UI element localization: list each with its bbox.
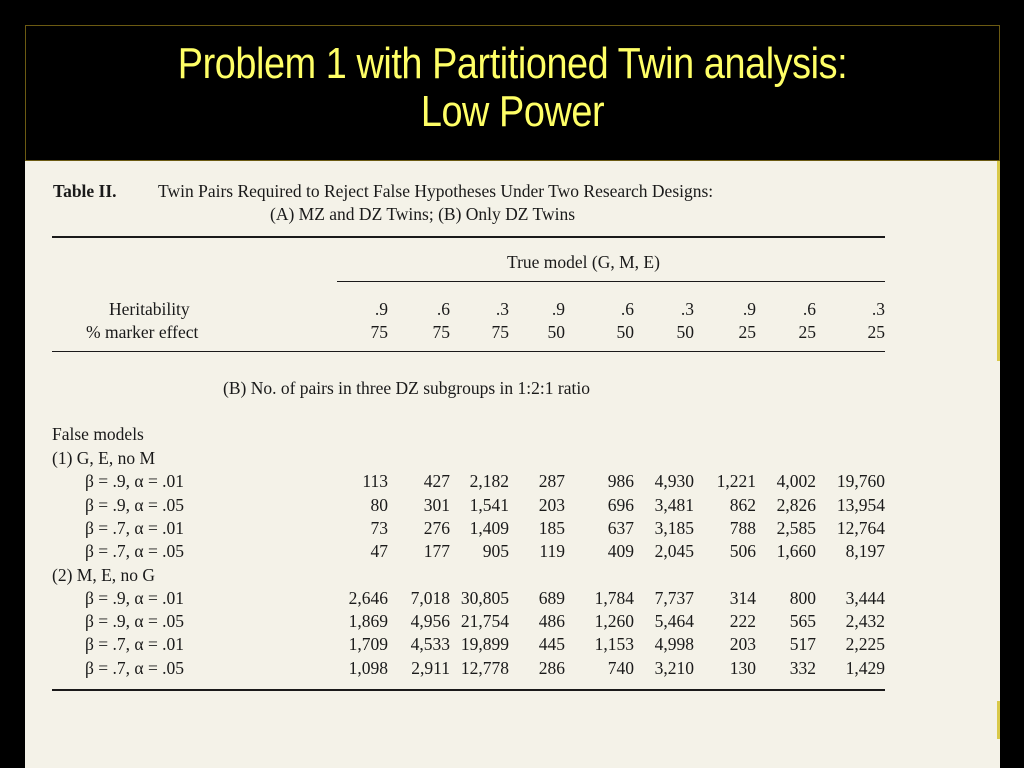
table-cell: 185 [538,517,565,538]
section-b-heading: (B) No. of pairs in three DZ subgroups in 1:2:1 ratio [223,378,590,398]
table-cell: 2,182 [469,471,509,492]
table-cell: 637 [607,517,634,538]
row-label: β = .7, α = .01 [85,634,185,655]
table-cell: 203 [538,494,565,515]
table-cell: 12,764 [836,517,885,538]
table-cell: 287 [538,471,565,492]
table-cell: 1,260 [594,611,634,632]
heritability-value: .9 [742,299,756,319]
bottom-rule [52,689,885,691]
table-cell: 113 [362,471,388,492]
table-cell: 30,805 [460,587,509,608]
table-cell: 2,646 [348,587,388,608]
marker-effect-label: % marker effect [86,322,199,342]
table-cell: 332 [789,657,816,678]
table-cell: 486 [538,611,565,632]
heritability-label: Heritability [109,299,190,319]
table-caption-line-1: Twin Pairs Required to Reject False Hypotheses Under Two Research Designs: [158,181,714,201]
table-cell: 21,754 [460,611,509,632]
table-cell: 130 [729,657,756,678]
table-cell: 12,778 [460,657,509,678]
table-cell: 276 [423,517,450,538]
table-cell: 3,210 [654,657,694,678]
heritability-value: .3 [495,299,509,319]
table-cell: 2,432 [845,611,885,632]
table-cell: 862 [729,494,756,515]
table-cell: 47 [370,541,388,562]
table-cell: 788 [729,517,756,538]
marker-effect-value: 50 [547,322,565,342]
table-cell: 905 [482,541,509,562]
edge-strip [997,701,1000,739]
edge-strip [997,161,1000,361]
slide-title-bar [25,25,1000,161]
table-cell: 5,464 [654,611,694,632]
marker-effect-value: 75 [370,322,388,342]
table-cell: 3,444 [845,587,885,608]
table-cell: 986 [607,471,634,492]
marker-effect-value: 75 [432,322,450,342]
heritability-value: .6 [436,299,450,319]
header-rule [52,351,885,352]
table-cell: 4,533 [410,634,450,655]
table-cell: 800 [789,587,816,608]
table-cell: 1,784 [594,587,634,608]
row-label: β = .9, α = .05 [85,611,185,632]
table-cell: 177 [423,541,450,562]
table-cell: 7,737 [654,587,694,608]
table-cell: 4,930 [654,471,694,492]
table-cell: 13,954 [836,494,885,515]
table-cell: 80 [370,494,388,515]
table-cell: 222 [729,611,756,632]
table-cell: 506 [729,541,756,562]
marker-effect-value: 25 [867,322,885,342]
heritability-value: .9 [374,299,388,319]
table-cell: 73 [370,517,388,538]
false-model-group-label: (1) G, E, no M [52,448,156,468]
marker-effect-value: 50 [616,322,634,342]
table-cell: 517 [789,634,816,655]
table-cell: 2,911 [411,657,450,678]
table-caption-line-2: (A) MZ and DZ Twins; (B) Only DZ Twins [270,204,576,224]
table-cell: 696 [607,494,634,515]
heritability-value: .3 [680,299,694,319]
row-label: β = .7, α = .05 [85,541,185,562]
table-cell: 4,956 [410,611,450,632]
table-cell: 3,481 [654,494,694,515]
table-cell: 2,045 [654,541,694,562]
table-cell: 286 [538,657,565,678]
table-cell: 1,409 [469,517,509,538]
slide-title-line-2: Low Power [420,87,605,136]
table-cell: 1,709 [348,634,388,655]
table-cell: 7,018 [410,587,450,608]
scanned-table-image [25,161,1000,768]
row-label: β = .7, α = .05 [85,657,185,678]
table-cell: 314 [729,587,756,608]
slide-title-line-1: Problem 1 with Partitioned Twin analysis: [177,39,848,88]
table-cell: 19,760 [836,471,885,492]
table-cell: 1,660 [776,541,816,562]
table-cell: 1,429 [845,657,885,678]
table-cell: 3,185 [654,517,694,538]
row-label: β = .9, α = .05 [85,494,185,515]
row-label: β = .7, α = .01 [85,517,185,538]
true-model-heading: True model (G, M, E) [507,252,660,272]
marker-effect-value: 25 [738,322,756,342]
table-cell: 4,998 [654,634,694,655]
table-cell: 4,002 [776,471,816,492]
table-cell: 689 [538,587,565,608]
table-label: Table II. [53,181,117,201]
row-label: β = .9, α = .01 [85,471,185,492]
top-rule [52,236,885,238]
table-cell: 119 [539,541,565,562]
table-cell: 203 [729,634,756,655]
table-cell: 1,221 [716,471,756,492]
table-cell: 8,197 [845,541,885,562]
table-cell: 2,225 [845,634,885,655]
heritability-value: .3 [871,299,885,319]
table-cell: 565 [789,611,816,632]
table-cell: 409 [607,541,634,562]
table-cell: 2,585 [776,517,816,538]
marker-effect-value: 25 [798,322,816,342]
table-cell: 1,869 [348,611,388,632]
marker-effect-value: 75 [491,322,509,342]
table-cell: 1,153 [594,634,634,655]
heritability-value: .6 [620,299,634,319]
true-model-rule [337,281,885,282]
table-cell: 301 [423,494,450,515]
table-cell: 19,899 [460,634,509,655]
heritability-value: .6 [802,299,816,319]
marker-effect-value: 50 [676,322,694,342]
table-cell: 1,098 [348,657,388,678]
heritability-value: .9 [551,299,565,319]
table-cell: 1,541 [469,494,509,515]
false-model-group-label: (2) M, E, no G [52,564,156,585]
table-cell: 2,826 [776,494,816,515]
table-cell: 445 [538,634,565,655]
row-label: β = .9, α = .01 [85,587,185,608]
false-models-label: False models [52,424,144,444]
table-cell: 740 [607,657,634,678]
table-cell: 427 [423,471,450,492]
